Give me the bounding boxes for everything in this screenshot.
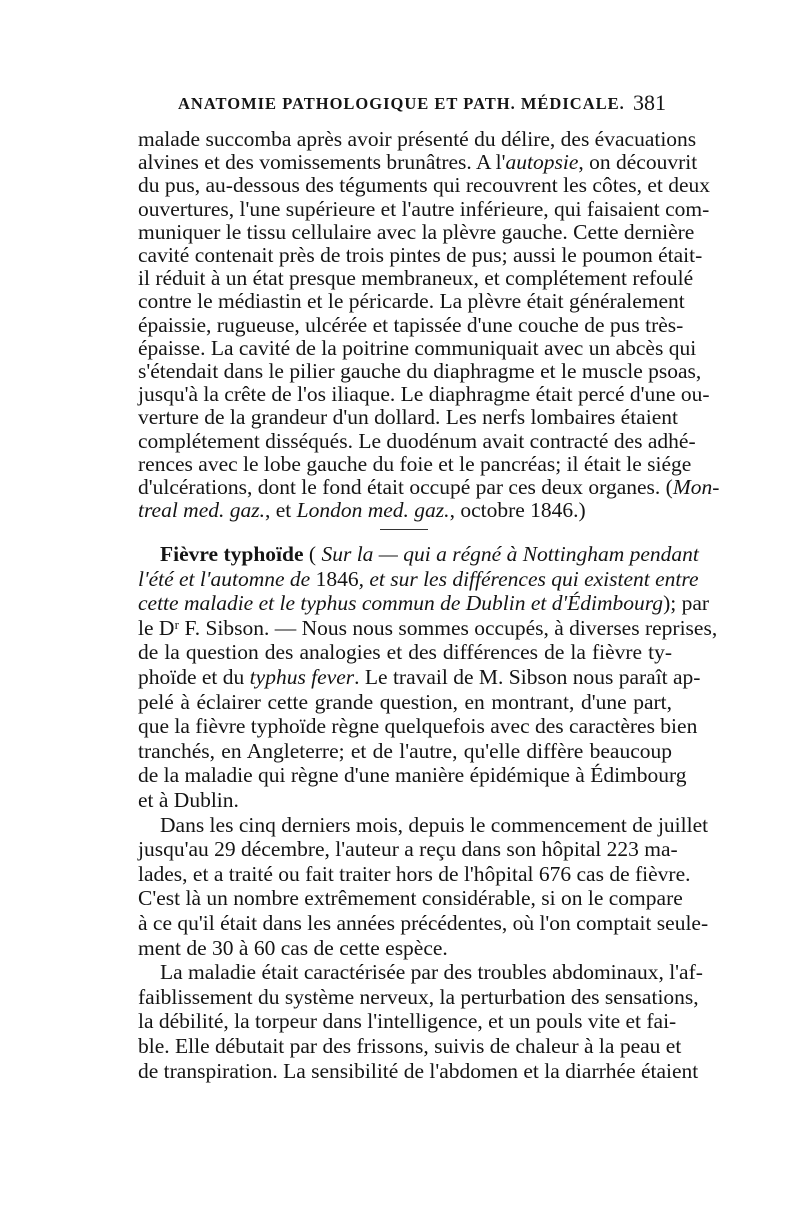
section2-line: le Dʳ F. Sibson. — Nous nous sommes occupés, à diverses reprises, — [138, 615, 718, 640]
section1-line: complétement disséqués. Le duodénum avait contracté des adhé- — [138, 428, 696, 453]
section1-line: du pus, au-dessous des téguments qui recouvrent les côtes, et deux — [138, 173, 711, 198]
section2-line: de la question des analogies et des différences de la fièvre ty- — [138, 640, 672, 665]
section1-line: cavité contenait près de trois pintes de pus; aussi le poumon était- — [138, 243, 703, 267]
section2-line: faiblissement du système nerveux, la perturbation des sensations, — [138, 984, 699, 1009]
section1-line: treal med. gaz., et London med. gaz., octobre 1846.) — [138, 498, 586, 523]
section1-line: muniquer le tissu cellulaire avec la plèvre gauche. Cette dernière — [138, 219, 695, 244]
section2-line: tranchés, en Angleterre; et de l'autre, qu'elle diffère beaucoup — [138, 738, 672, 763]
section2-line: phoïde et du typhus fever. Le travail de M. Sibson nous paraît ap- — [138, 665, 701, 689]
section1-line: d'ulcérations, dont le fond était occupé par ces deux organes. (Mon- — [138, 475, 720, 499]
section-divider — [380, 529, 428, 530]
section1-line: ouvertures, l'une supérieure et l'autre inférieure, qui faisaient com- — [138, 196, 710, 221]
page-number: 381 — [633, 90, 666, 115]
section2-line: Dans les cinq derniers mois, depuis le commencement de juillet — [160, 812, 709, 837]
section1-line: verture de la grandeur d'un dollard. Les nerfs lombaires étaient — [138, 405, 678, 430]
section2-line: cette maladie et le typhus commun de Dublin et d'Édimbourg); par — [138, 591, 710, 616]
section2-line: que la fièvre typhoïde règne quelquefois avec des caractères bien — [138, 714, 698, 739]
section2-line: C'est là un nombre extrêmement considérable, si on le compare — [138, 886, 683, 911]
section1-line: alvines et des vomissements brunâtres. A l'autopsie, on découvrit — [138, 150, 698, 175]
section1-line: s'étendait dans le pilier gauche du diaphragme et le muscle psoas, — [138, 359, 702, 383]
section1-line: contre le médiastin et le péricarde. La plèvre était généralement — [138, 289, 685, 314]
section2-line: ble. Elle débutait par des frissons, suivis de chaleur à la peau et — [138, 1034, 682, 1058]
section2-line: la débilité, la torpeur dans l'intelligence, et un pouls vite et fai- — [138, 1009, 677, 1034]
section2-line: La maladie était caractérisée par des troubles abdominaux, l'af- — [160, 960, 703, 985]
section1-line: malade succomba après avoir présenté du délire, des évacuations — [138, 127, 697, 151]
section1-line: il réduit à un état presque membraneux, et complétement refoulé — [138, 266, 694, 291]
section2-line: de la maladie qui règne d'une manière épidémique à Édimbourg — [138, 763, 687, 788]
section2-line: de transpiration. La sensibilité de l'abdomen et la diarrhée étaient — [138, 1058, 699, 1083]
section2-line: Fièvre typhoïde ( Sur la — qui a régné à Nottingham pendant — [160, 542, 699, 566]
section1-line: épaissie, rugueuse, ulcérée et tapissée d'une couche de pus très- — [138, 312, 684, 337]
section2-line: lades, et a traité ou fait traiter hors de l'hôpital 676 cas de fièvre. — [138, 861, 691, 886]
section2-line: et à Dublin. — [138, 788, 239, 812]
section2-line: ment de 30 à 60 cas de cette espèce. — [138, 935, 448, 960]
section1-line: épaisse. La cavité de la poitrine communiquait avec un abcès qui — [138, 335, 697, 360]
section2-line: pelé à éclairer cette grande question, en montrant, d'une part, — [138, 689, 672, 714]
section2-line: à ce qu'il était dans les années précédentes, où l'on comptait seule- — [138, 911, 709, 935]
section1-line: rences avec le lobe gauche du foie et le pancréas; il était le siége — [138, 451, 692, 476]
section2-line: jusqu'au 29 décembre, l'auteur a reçu dans son hôpital 223 ma- — [138, 837, 678, 862]
section2-line: l'été et l'automne de 1846, et sur les différences qui existent entre — [138, 566, 699, 591]
section1-line: jusqu'à la crête de l'os iliaque. Le diaphragme était percé d'une ou- — [138, 382, 710, 407]
running-title: ANATOMIE PATHOLOGIQUE ET PATH. MÉDICALE. — [178, 94, 625, 113]
